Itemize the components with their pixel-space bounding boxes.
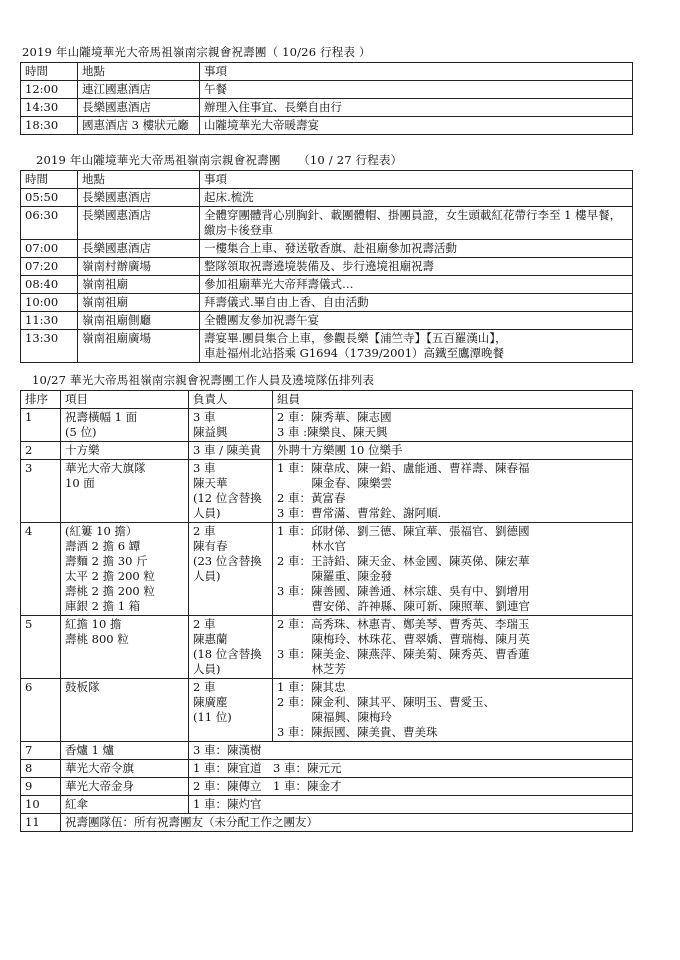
column-header: 負責人 <box>189 391 273 409</box>
time-cell: 13:30 <box>21 330 78 363</box>
column-header: 排序 <box>21 391 61 409</box>
item-cell: 整隊領取祝壽遶境裝備及、步行遶境祖廟祝壽 <box>200 258 633 276</box>
time-cell: 07:00 <box>21 240 78 258</box>
members-cell: 1 車：陳韋成、陳一鉛、盧能通、曹祥壽、陳春福 陳金春、陳樂雲 2 車：黃富春 3 車：曹常滿、曹常銓、謝阿順. <box>273 460 633 523</box>
staff-table <box>20 390 633 832</box>
leader-cell: 2 車 陳廣塵 (11 位) <box>189 679 273 742</box>
schedule-1026-table <box>20 62 633 135</box>
table-row <box>21 523 633 616</box>
location-cell: 長樂國惠酒店 <box>78 240 200 258</box>
members-cell: 2 車：高秀珠、林惠青、鄭美琴、曹秀英、李瑞玉 陳梅玲、林珠花、曹翠嬌、曹瑞梅、陳月英 3 車：陳美金、陳燕萍、陳美菊、陳秀英、曹香蓮 林芝芳 <box>273 616 633 679</box>
item-cell: 鼓板隊 <box>61 679 189 742</box>
column-header: 事項 <box>200 171 633 189</box>
table-row <box>21 258 633 276</box>
item-cell: 參加祖廟華光大帝拜壽儀式… <box>200 276 633 294</box>
table-row <box>21 117 633 135</box>
table-row <box>21 312 633 330</box>
item-cell: 祝壽團隊伍：所有祝壽團友（未分配工作之團友） <box>61 814 633 832</box>
table-row <box>21 616 633 679</box>
table-row <box>21 760 633 778</box>
members-cell: 2 車：陳秀華、陳志國 3 車 :陳樂良、陳天興 <box>273 409 633 442</box>
table-row <box>21 99 633 117</box>
table-row <box>21 81 633 99</box>
table-row <box>21 240 633 258</box>
column-header: 事項 <box>200 63 633 81</box>
schedule-1027-title: 2019 年山隴境華光大帝馬祖嶺南宗親會祝壽團 （10 / 27 行程表） <box>36 153 403 167</box>
item-cell: 華光大帝金身 <box>61 778 189 796</box>
order-cell: 11 <box>21 814 61 832</box>
item-cell: 壽宴畢.團員集合上車，參觀長樂【浦竺寺】【五百羅漢山】， 車赴福州北站搭乘 G1694（1739/2001）高鐵至鷹潭晚餐 <box>200 330 633 363</box>
schedule-1027-table <box>20 170 633 363</box>
order-cell: 10 <box>21 796 61 814</box>
order-cell: 1 <box>21 409 61 442</box>
item-cell: 十方樂 <box>61 442 189 460</box>
order-cell: 7 <box>21 742 61 760</box>
table-row <box>21 679 633 742</box>
location-cell: 長樂國惠酒店 <box>78 189 200 207</box>
table-row <box>21 814 633 832</box>
members-cell: 1 車：陳其忠 2 車：陳金利、陳其平、陳明玉、曹愛玉、 陳福興、陳梅玲 3 車：陳振國、陳美貴、曹美珠 <box>273 679 633 742</box>
members-cell: 外聘十方樂團 10 位樂手 <box>273 442 633 460</box>
leader-cell: 3 車：陳漢樹 <box>189 742 633 760</box>
header-row <box>21 391 633 409</box>
location-cell: 連江國惠酒店 <box>78 81 200 99</box>
time-cell: 14:30 <box>21 99 78 117</box>
table-row <box>21 442 633 460</box>
leader-cell: 3 車 陳天華 (12 位含替換人員) <box>189 460 273 523</box>
location-cell: 嶺南祖廟 <box>78 276 200 294</box>
time-cell: 08:40 <box>21 276 78 294</box>
time-cell: 18:30 <box>21 117 78 135</box>
order-cell: 2 <box>21 442 61 460</box>
column-header: 時間 <box>21 171 78 189</box>
members-cell: 1 車：邱財俤、劉三德、陳宜華、張福官、劉德國 林水官 2 車：王詩鉛、陳天金、林金國、陳英俤、陳宏華 陳羅重、陳金發 3 車：陳善國、陳善通、林宗雄、吳有中、劉增用 曹安俤、許神縣、陳可新、陳照華、劉連官 <box>273 523 633 616</box>
location-cell: 長樂國惠酒店 <box>78 99 200 117</box>
table-row <box>21 409 633 442</box>
location-cell: 國惠酒店 3 樓狀元廳 <box>78 117 200 135</box>
item-cell: 全體團友參加祝壽午宴 <box>200 312 633 330</box>
header-row <box>21 171 633 189</box>
header-row <box>21 63 633 81</box>
item-cell: 全體穿團體背心別胸針、載團體帽、掛團員證，女生頭載紅花帶行李至 1 樓早餐，繳房卡後登車 <box>200 207 633 240</box>
order-cell: 5 <box>21 616 61 679</box>
item-cell: 香爐 1 爐 <box>61 742 189 760</box>
staff-table-title: 10/27 華光大帝馬祖嶺南宗親會祝壽團工作人員及遶境隊伍排列表 <box>32 373 375 387</box>
table-row <box>21 778 633 796</box>
item-cell: 祝壽橫幅 1 面 (5 位) <box>61 409 189 442</box>
time-cell: 05:50 <box>21 189 78 207</box>
order-cell: 8 <box>21 760 61 778</box>
location-cell: 嶺南村辦廣場 <box>78 258 200 276</box>
time-cell: 10:00 <box>21 294 78 312</box>
table-row <box>21 330 633 363</box>
location-cell: 嶺南祖廟廣場 <box>78 330 200 363</box>
leader-cell: 1 車：陳宜道 3 車：陳元元 <box>189 760 633 778</box>
schedule-1026-title: 2019 年山隴境華光大帝馬祖嶺南宗親會祝壽團（ 10/26 行程表 ） <box>22 45 371 59</box>
item-cell: 起床.梳洗 <box>200 189 633 207</box>
time-cell: 07:20 <box>21 258 78 276</box>
column-header: 組員 <box>273 391 633 409</box>
location-cell: 長樂國惠酒店 <box>78 207 200 240</box>
item-cell: 華光大帝大旗隊 10 面 <box>61 460 189 523</box>
column-header: 地點 <box>78 63 200 81</box>
time-cell: 12:00 <box>21 81 78 99</box>
table-row <box>21 207 633 240</box>
table-row <box>21 294 633 312</box>
column-header: 項目 <box>61 391 189 409</box>
location-cell: 嶺南祖廟 <box>78 294 200 312</box>
item-cell: 一樓集合上車、發送敬香旗、赴祖廟參加祝壽活動 <box>200 240 633 258</box>
time-cell: 11:30 <box>21 312 78 330</box>
item-cell: 紅傘 <box>61 796 189 814</box>
leader-cell: 2 車 陳惠蘭 (18 位含替換人員) <box>189 616 273 679</box>
item-cell: (紅簍 10 擔） 壽酒 2 擔 6 罈 壽麵 2 擔 30 斤 太平 2 擔 200 粒 壽桃 2 擔 200 粒 庫銀 2 擔 1 箱 <box>61 523 189 616</box>
leader-cell: 1 車：陳灼官 <box>189 796 633 814</box>
item-cell: 紅擔 10 擔 壽桃 800 粒 <box>61 616 189 679</box>
order-cell: 9 <box>21 778 61 796</box>
leader-cell: 2 車 陳有春 (23 位含替換人員) <box>189 523 273 616</box>
table-row <box>21 276 633 294</box>
order-cell: 6 <box>21 679 61 742</box>
column-header: 時間 <box>21 63 78 81</box>
item-cell: 華光大帝令旗 <box>61 760 189 778</box>
order-cell: 4 <box>21 523 61 616</box>
location-cell: 嶺南祖廟側廳 <box>78 312 200 330</box>
leader-cell: 2 車：陳傳立 1 車：陳金才 <box>189 778 633 796</box>
item-cell: 辦理入住事宜、長樂自由行 <box>200 99 633 117</box>
column-header: 地點 <box>78 171 200 189</box>
order-cell: 3 <box>21 460 61 523</box>
item-cell: 拜壽儀式.畢自由上香、自由活動 <box>200 294 633 312</box>
leader-cell: 3 車 / 陳美貴 <box>189 442 273 460</box>
item-cell: 午餐 <box>200 81 633 99</box>
table-row <box>21 742 633 760</box>
time-cell: 06:30 <box>21 207 78 240</box>
item-cell: 山隴境華光大帝暖壽宴 <box>200 117 633 135</box>
leader-cell: 3 車 陳益興 <box>189 409 273 442</box>
table-row <box>21 189 633 207</box>
table-row <box>21 460 633 523</box>
table-row <box>21 796 633 814</box>
